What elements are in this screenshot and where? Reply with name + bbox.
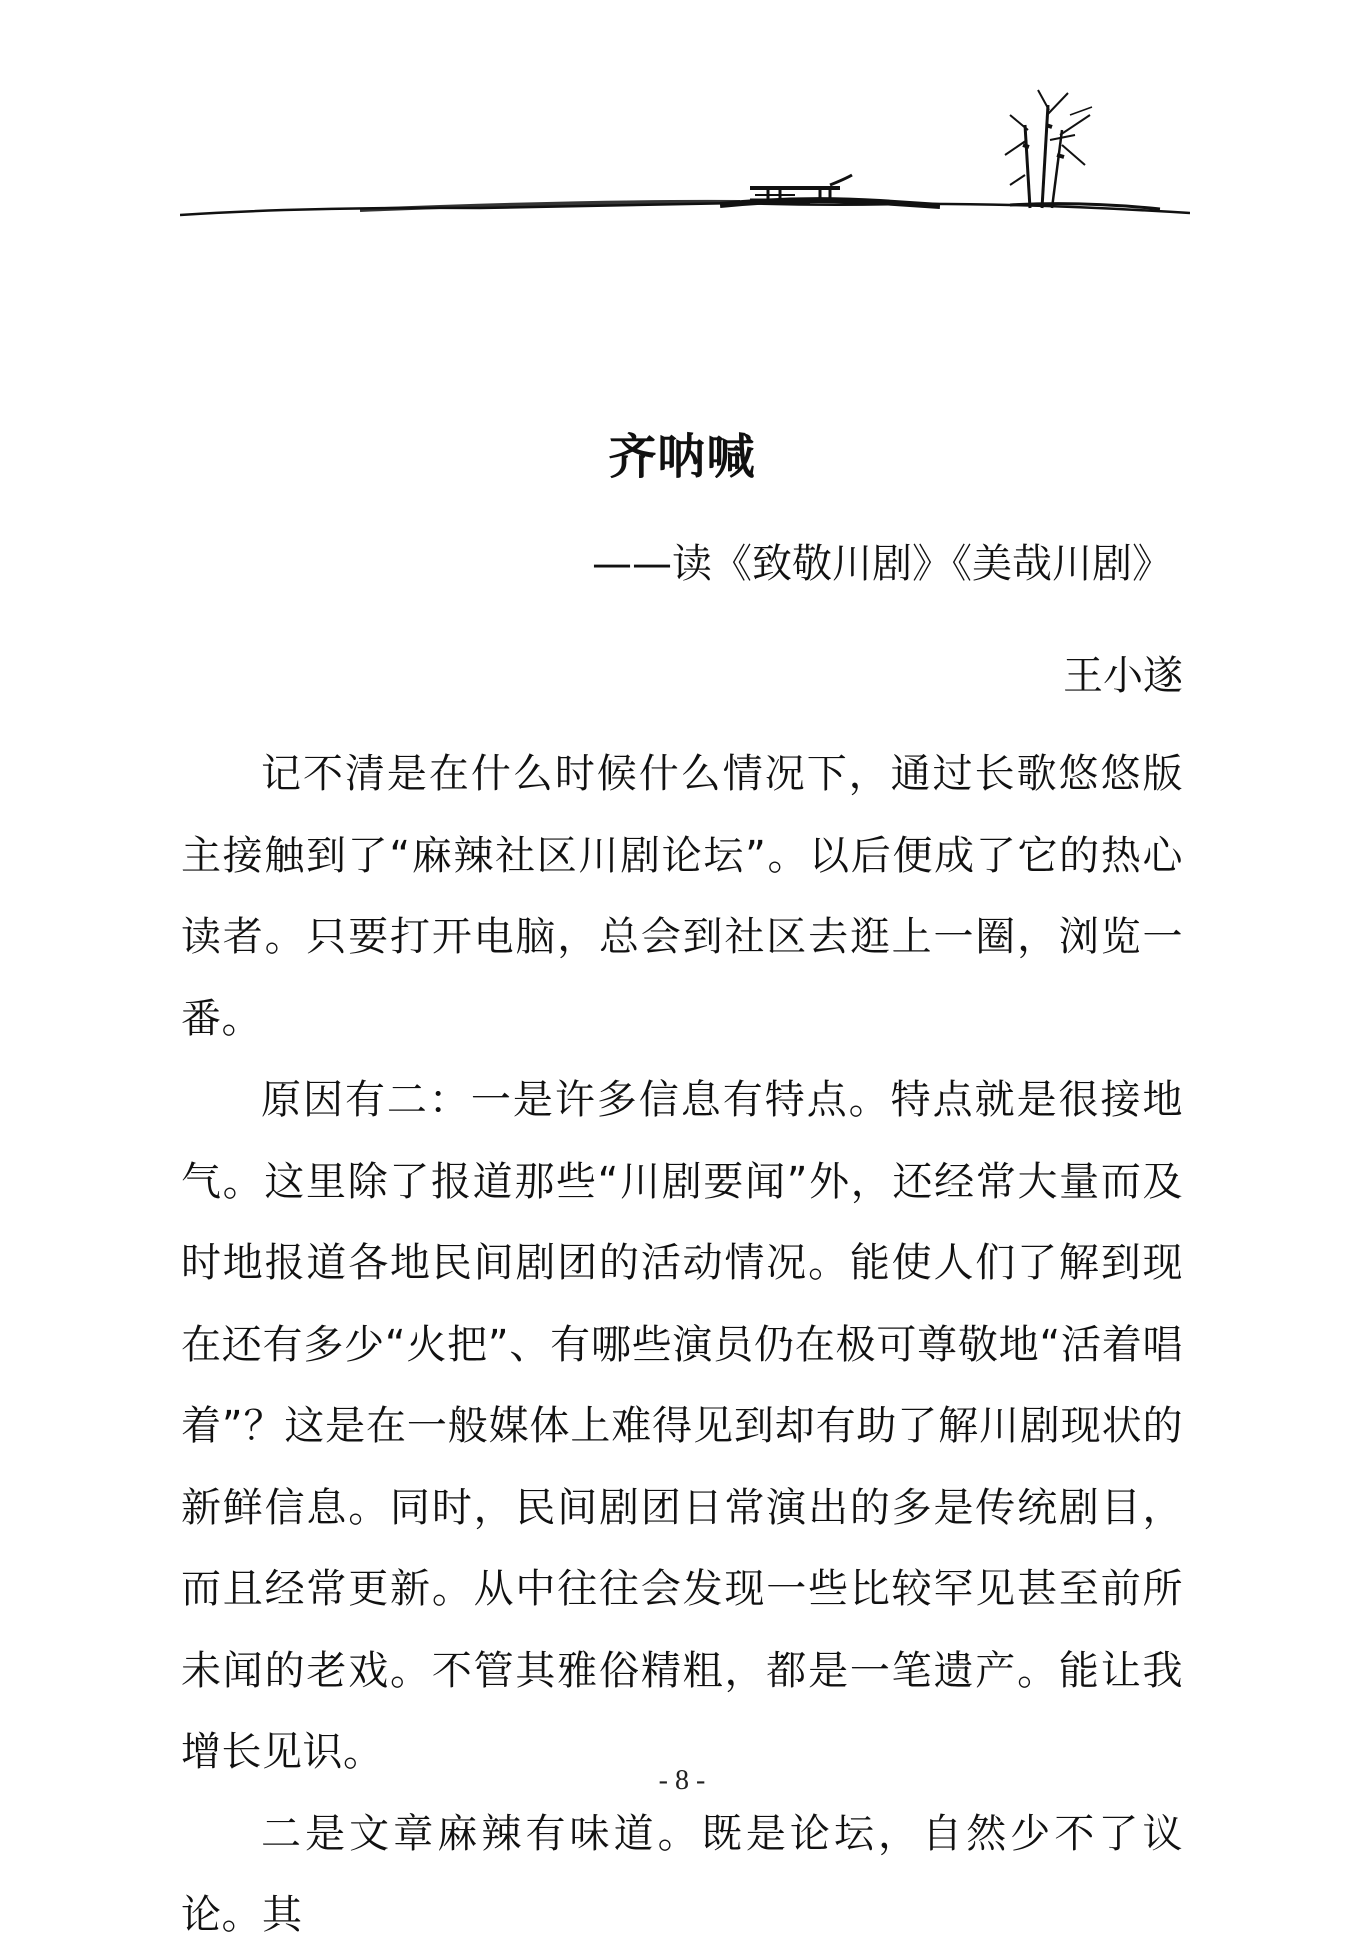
article-paragraph: 二是文章麻辣有味道。既是论坛，自然少不了议论。其 xyxy=(181,1810,1183,1938)
article-paragraph: 记不清是在什么时候什么情况下，通过长歌悠悠版主接触到了“麻辣社区川剧论坛”。以后便成了它的热心读者。只要打开电脑，总会到社区去逛上一圈，浏览一番。 xyxy=(181,751,1183,1042)
article-author: 王小遂 xyxy=(1063,653,1183,699)
article-title: 齐呐喊 xyxy=(608,429,756,485)
header-ink-landscape-icon xyxy=(180,85,1190,235)
article-paragraph: 原因有二：一是许多信息有特点。特点就是很接地气。这里除了报道那些“川剧要闻”外，还经常大量而及时地报道各地民间剧团的活动情况。能使人们了解到现在还有多少“火把”、有哪些演员仍在极可尊敬地“活着唱着”？这是在一般媒体上难得见到却有助了解川剧现状的新鲜信息。同时，民间剧团日常演出的多是传统剧目，而且经常更新。从中往往会发现一些比较罕见甚至前所未闻的老戏。不管其雅俗精粗，都是一笔遗产。能让我增长见识。 xyxy=(181,1077,1183,1775)
bamboo-icon xyxy=(1005,90,1092,208)
page-number: - 8 - xyxy=(658,1765,706,1796)
article-subtitle: ——读《致敬川剧》《美哉川剧》 xyxy=(592,541,1172,587)
